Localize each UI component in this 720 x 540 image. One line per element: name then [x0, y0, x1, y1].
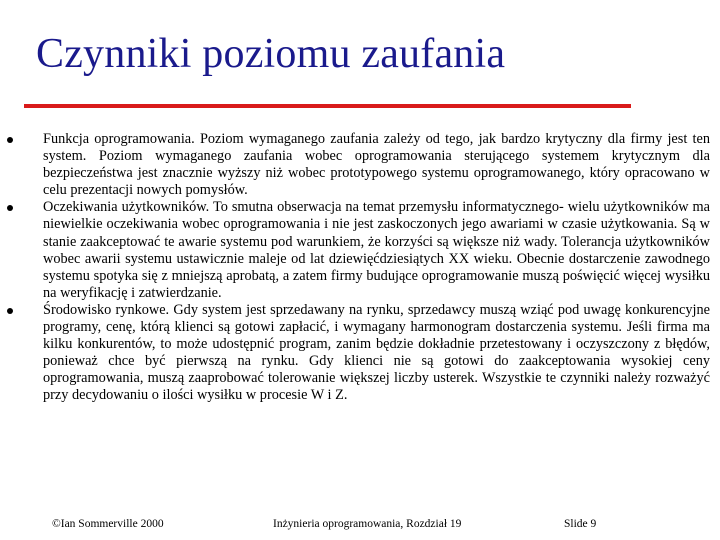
bullet-text: Środowisko rynkowe. Gdy system jest sprzedawany na rynku, sprzedawcy muszą wziąć pod uwagę konkurencyjne programy, cenę, którą klienci są gotowi zapłacić, i wymagany harmonogram dostarczenia systemu. Jeśli firma ma kilku konkurentów, to może udostępnić program, zanim będzie dokładnie przetestowany i oczyszczony z błędów, ponieważ chce być pierwszą na rynku. Gdy klienci nie są gotowi do zaakceptowania wysokiej ceny oprogramowania, muszą zaaprobować tolerowanie większej liczby usterek. Wszystkie te czynniki należy rozważyć przy decydowaniu o ilości wysiłku w procesie W i Z. [43, 301, 710, 404]
bullet-list [0, 131, 720, 405]
bullet-item [0, 302, 720, 405]
bullet-text: Oczekiwania użytkowników. To smutna obserwacja na temat przemysłu informatycznego- wielu użytkowników ma niewielkie oczekiwania wobec oprogramowania i nie jest zaskoczonych jego awariami w czasie użytkowania. Są w stanie zaakceptować te awarie systemu pod warunkiem, że korzyści są większe niż wady. Tolerancja użytkowników wobec awarii systemu ustawicznie maleje od lat dziewięćdziesiątych XX wieku. Obecnie dostarczenie zawodnego systemu spotyka się z mniejszą aprobatą, a zatem firmy budujące oprogramowanie muszą poświęcić więcej wysiłku na weryfikację i zatwierdzanie. [43, 199, 710, 301]
slide-title: Czynniki poziomu zaufania [36, 31, 506, 77]
footer-course: Inżynieria oprogramowania, Rozdział 19 [273, 518, 462, 530]
bullet-text: Funkcja oprogramowania. Poziom wymaganego zaufania zależy od tego, jak bardzo krytyczny dla firmy jest ten system. Poziom wymaganego zaufania wobec oprogramowania sterującego systemem krytycznym dla bezpieczeństwa jest znacznie wyższy niż wobec prototypowego systemu oprogramowanego, który opracowano w celu prezentacji nowych pomysłów. [43, 131, 710, 199]
footer-copyright: ©Ian Sommerville 2000 [52, 518, 164, 530]
bullet-dot-icon [7, 205, 13, 211]
footer-slide-number: Slide 9 [564, 518, 597, 530]
bullet-item [0, 199, 720, 302]
title-underline [24, 104, 631, 108]
bullet-dot-icon [7, 308, 13, 314]
bullet-item [0, 131, 720, 199]
bullet-dot-icon [7, 137, 13, 143]
